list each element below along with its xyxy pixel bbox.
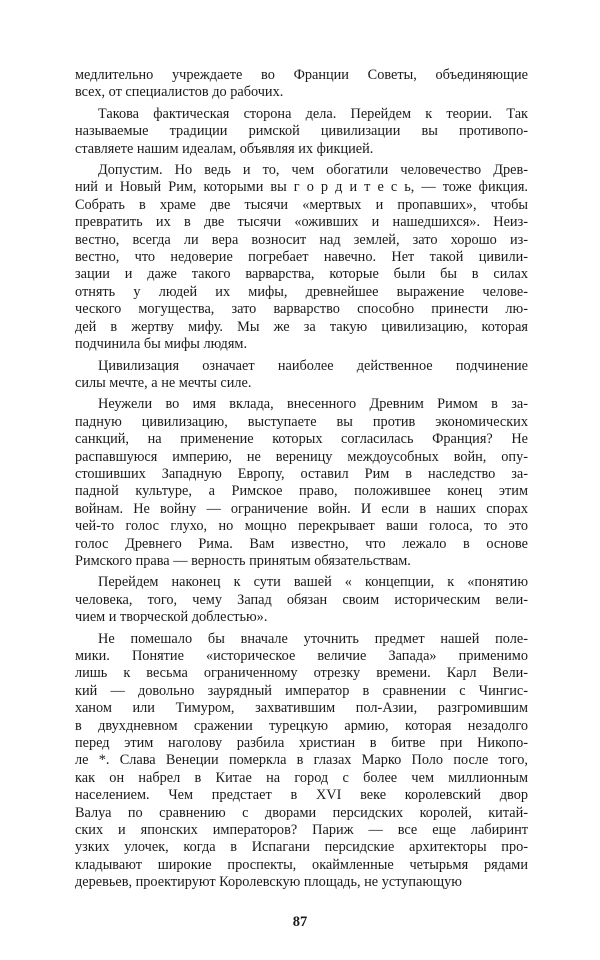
text-line: отнять у людей их мифы, древнейшее выражение челове- xyxy=(75,283,528,300)
text-line: Не помешало бы вначале уточнить предмет нашей поле- xyxy=(98,630,528,647)
text-line: всех, от специалистов до рабочих. xyxy=(75,84,284,101)
text-line: Допустим. Но ведь и то, чем обогатили человечество Древ- xyxy=(98,162,528,179)
text-line: превратить их в две тысячи «оживших и нашедшихся». Неиз- xyxy=(75,214,528,231)
text-line: падной культуре, а Римское право, положившее конец этим xyxy=(75,483,528,500)
text-line: чей-то голос глухо, но мощно перекрывает ваши голоса, то это xyxy=(75,518,528,535)
text-line: падную цивилизацию, выступаете вы против экономических xyxy=(75,413,528,430)
text-line: деревьев, проектируют Королевскую площадь, не уступающую xyxy=(75,874,462,891)
text-line: распавшуюся империю, не вереницу междоусобных войн, опу- xyxy=(75,448,528,465)
text-line: ставляете нашим идеалам, объявляя их фикцией. xyxy=(75,140,374,157)
text-line: вестно, всегда ли вера возносит над землей, зато хорошо из- xyxy=(75,231,528,248)
text-line: чием и творческой доблестью». xyxy=(75,609,268,626)
text-line: Цивилизация означает наиболее действенное подчинение xyxy=(98,357,528,374)
text-line: перед этим наголову разбила христиан в битве при Никопо- xyxy=(75,735,528,752)
text-line: кий — довольно заурядный император в сравнении с Чингис- xyxy=(75,682,528,699)
text-line: узких улочек, когда в Испагани персидские архитекторы про- xyxy=(75,839,528,856)
page-body xyxy=(75,67,528,892)
text-line: санкций, на применение которых согласилась Франция? Не xyxy=(75,431,528,448)
text-line: вестно, что недоверие погребает навечно. Нет такой цивили- xyxy=(75,249,528,266)
text-line: подчинила бы мифы людям. xyxy=(75,336,248,353)
text-line: Такова фактическая сторона дела. Перейдем к теории. Так xyxy=(98,105,528,122)
text-line: ческого могущества, зато варварство способно принести лю- xyxy=(75,301,528,318)
text-line: кладывают широкие проспекты, окаймленные четырьмя рядами xyxy=(75,856,528,873)
text-line: Неужели во имя вклада, внесенного Древним Римом в за- xyxy=(98,396,528,413)
text-line: Перейдем наконец к сути вашей « концепции, к «понятию xyxy=(98,574,528,591)
text-line: Собрать в храме две тысячи «мертвых и пропавших», чтобы xyxy=(75,196,528,213)
text-line: в двухдневном сражении турецкую армию, которая незадолго xyxy=(75,717,528,734)
text-line: как он набрел в Китае на город с более чем миллионным xyxy=(75,769,528,786)
text-line: стошивших Западную Европу, оставил Рим в наследство за- xyxy=(75,465,528,482)
text-line: лишь к весьма ограниченному отрезку времени. Карл Вели- xyxy=(75,665,528,682)
text-line: ских и японских императоров? Париж — все еще лабиринт xyxy=(75,822,528,839)
text-line: мики. Понятие «историческое величие Запада» применимо xyxy=(75,648,528,664)
text-line: медлительно учреждаете во Франции Советы, объединяющие xyxy=(75,67,528,83)
text-line: войнам. Не войну — ограничение войн. И если в наших спорах xyxy=(75,500,528,517)
page-number: 87 xyxy=(292,914,308,930)
text-line: Валуа по сравнению с дворами персидских королей, китай- xyxy=(75,804,528,821)
text-line: Римского права — верность принятым обязательствам. xyxy=(75,552,411,569)
text-line: называемые традиции римской цивилизации вы противопо- xyxy=(75,123,528,140)
text-line: зации и даже такого варварства, которые были бы в силах xyxy=(75,266,528,283)
text-line: человека, того, чему Запад обязан своим историческим вели- xyxy=(75,591,528,608)
text-line: дей в жертву мифу. Мы же за такую цивилизацию, которая xyxy=(75,318,528,335)
text-line: населением. Чем предстает в XVI веке королевский двор xyxy=(75,787,528,804)
text-line: ний и Новый Рим, которыми вы г о р д и т е с ь, — тоже фикция. xyxy=(75,179,528,196)
text-line: ханом или Тимуром, захватившим пол-Азии, разгромившим xyxy=(75,700,528,717)
text-line: голос Древнего Рима. Вам известно, что лежало в основе xyxy=(75,535,528,552)
text-line: силы мечте, а не мечты силе. xyxy=(75,374,252,391)
text-line: ле *. Слава Венеции померкла в глазах Марко Поло после того, xyxy=(75,752,528,769)
